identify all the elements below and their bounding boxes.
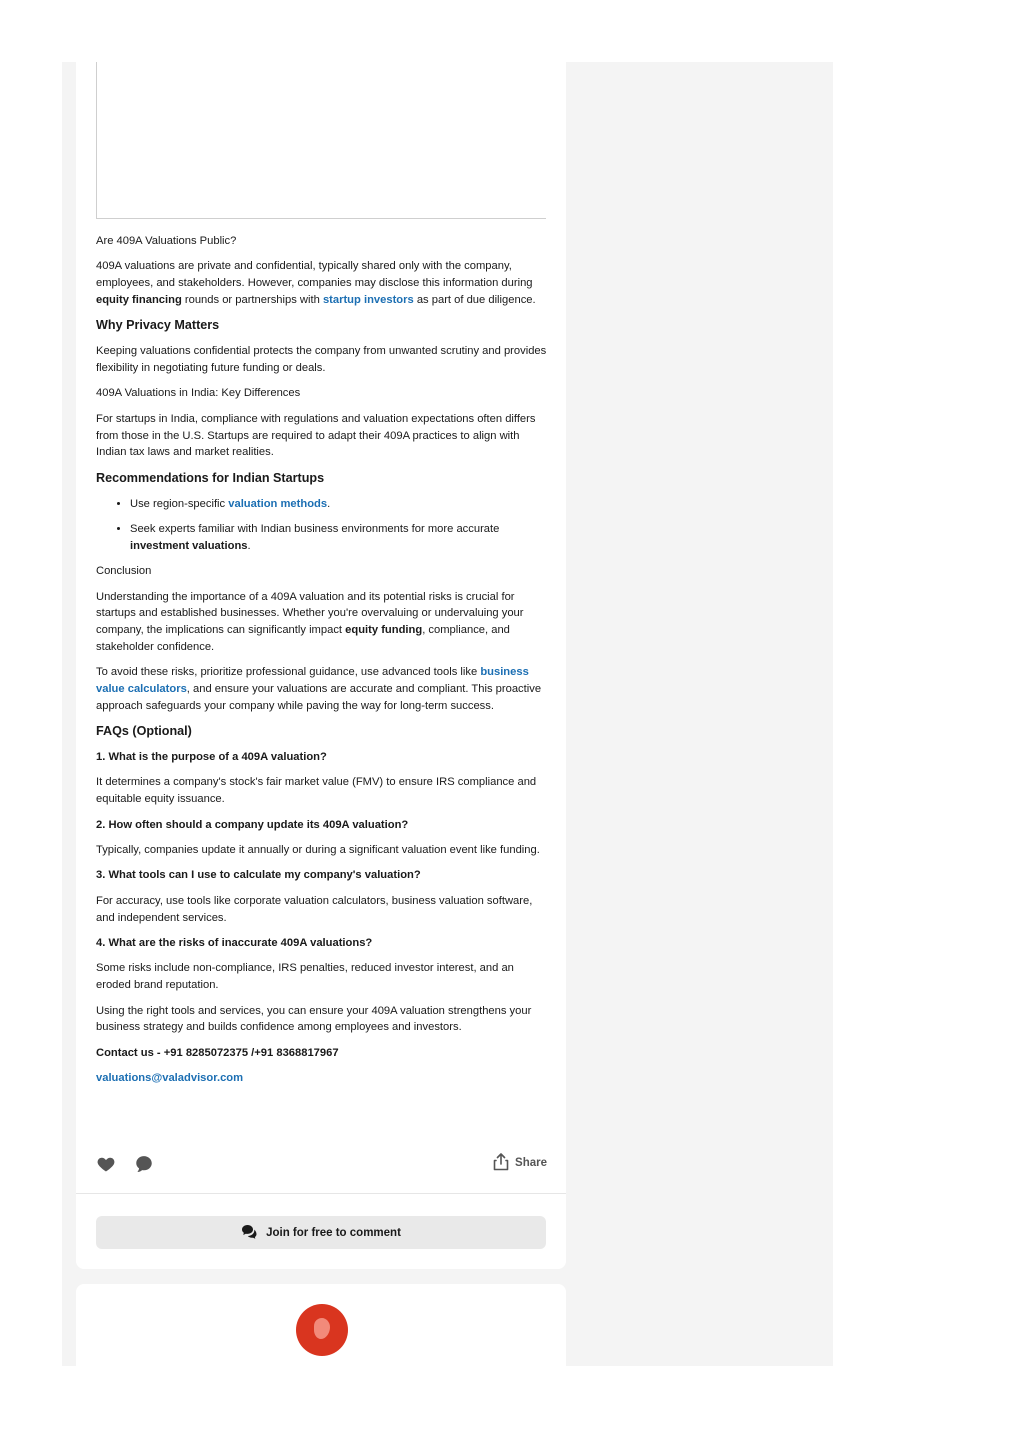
- link-valuation-methods[interactable]: valuation methods: [228, 497, 328, 510]
- comment-icon[interactable]: [134, 1154, 154, 1174]
- paragraph-india: For startups in India, compliance with regulations and valuation expectations often differs from those in the U.S. Startups are required to adapt their 409A practices to align with Indian tax laws and market realities.: [96, 412, 536, 459]
- join-label: Join for free to comment: [266, 1226, 401, 1239]
- post-actions-bar: [96, 1152, 547, 1176]
- faq-question: 3. What tools can I use to calculate my company's valuation?: [96, 869, 421, 882]
- faq-question: 1. What is the purpose of a 409A valuation?: [96, 751, 327, 764]
- faq-question: 2. How often should a company update its 409A valuation?: [96, 818, 409, 831]
- faq-question: 4. What are the risks of inaccurate 409A valuations?: [96, 937, 373, 949]
- bold-investment-valuations: investment valuations: [130, 539, 248, 552]
- section-heading-india: 409A Valuations in India: Key Differences: [96, 387, 301, 400]
- article-body: [96, 233, 548, 1096]
- section-heading-public: Are 409A Valuations Public?: [96, 235, 237, 247]
- brand-logo: [296, 1304, 348, 1356]
- embedded-media-frame: [96, 62, 546, 219]
- join-to-comment-button[interactable]: [96, 1216, 546, 1249]
- bold-equity-financing: equity financing: [96, 293, 182, 306]
- list-item: • Seek experts familiar with Indian business environments for more accurate investment valuations.: [130, 521, 548, 555]
- chat-bubbles-icon: [241, 1224, 258, 1242]
- faq-answer: Some risks include non-compliance, IRS penalties, reduced investor interest, and an eroded brand reputation.: [96, 962, 514, 992]
- paragraph-conclusion-1: Understanding the importance of a 409A valuation and its potential risks is crucial for startups and established businesses. Whether you're overvaluing or undervaluing your company, the implications can significantly impact equity funding, compliance, and stakeholder confidence.: [96, 590, 524, 653]
- divider: [76, 1193, 566, 1194]
- link-business-value-calculators[interactable]: business value calculators: [96, 666, 529, 696]
- share-icon: [493, 1153, 509, 1174]
- section-heading-conclusion: Conclusion: [96, 565, 152, 578]
- link-startup-investors[interactable]: startup investors: [322, 293, 414, 306]
- list-item: • Use region-specific valuation methods.: [130, 496, 548, 513]
- recommendations-list: [96, 496, 548, 555]
- faq-answer: For accuracy, use tools like corporate valuation calculators, business valuation software, and independent services.: [96, 894, 533, 924]
- heading-faqs: FAQs (Optional): [96, 724, 192, 739]
- contact-email: [96, 1070, 548, 1087]
- heading-recommendations: Recommendations for Indian Startups: [96, 470, 325, 485]
- heading-privacy: Why Privacy Matters: [96, 318, 220, 333]
- paragraph-closing: Using the right tools and services, you can ensure your 409A valuation strengthens your business strategy and builds confidence among employees and investors.: [96, 1004, 532, 1034]
- faq-answer: It determines a company's stock's fair market value (FMV) to ensure IRS compliance and equitable equity issuance.: [96, 776, 537, 806]
- paragraph-conclusion-2: To avoid these risks, prioritize professional guidance, use advanced tools like business value calculators, and ensure your valuations are accurate and compliant. This proactive approach safeguards your company while paving the way for long-term success.: [96, 666, 542, 712]
- paragraph-public: 409A valuations are private and confidential, typically shared only with the company, employees, and stakeholders. However, companies may disclose this information during equity financing rounds or partnerships with startup investors as part of due diligence.: [96, 260, 536, 306]
- email-link[interactable]: valuations@valadvisor.com: [96, 1072, 244, 1085]
- contact-line: Contact us - +91 8285072375 /+91 8368817967: [96, 1046, 339, 1059]
- share-label: Share: [515, 1157, 547, 1169]
- share-button[interactable]: [493, 1152, 547, 1174]
- paragraph-privacy: Keeping valuations confidential protects the company from unwanted scrutiny and provides flexibility in negotiating future funding or deals.: [96, 345, 547, 374]
- faq-answer: Typically, companies update it annually or during a significant valuation event like funding.: [96, 844, 540, 857]
- heart-icon[interactable]: [96, 1154, 116, 1174]
- bold-equity-funding: equity funding: [345, 624, 423, 637]
